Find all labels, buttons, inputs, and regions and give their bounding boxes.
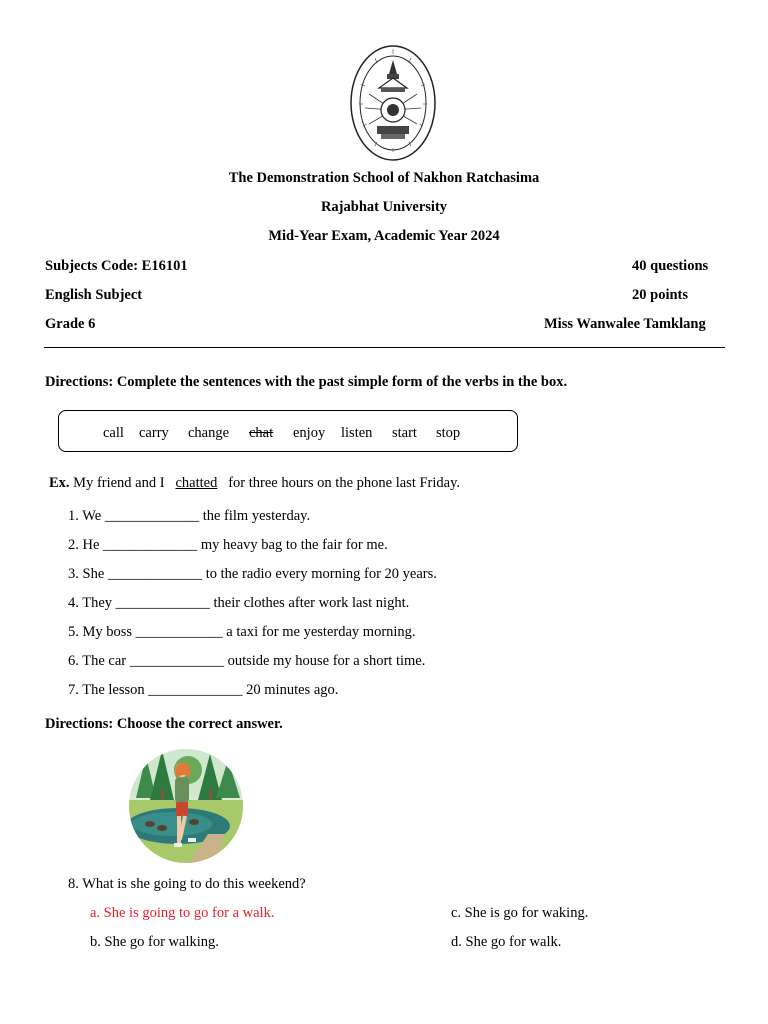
question-7: 7. The lesson _____________ 20 minutes ago.: [68, 682, 339, 698]
school-name: The Demonstration School of Nakhon Ratchasima: [228, 170, 540, 186]
example-label: Ex.: [49, 475, 70, 491]
subject-name: English Subject: [45, 287, 143, 303]
header-divider: [44, 347, 725, 348]
question-1: 1. We _____________ the film yesterday.: [68, 508, 311, 524]
example-text-after: for three hours on the phone last Friday.: [228, 475, 461, 491]
question-4: 4. They _____________ their clothes after work last night.: [68, 595, 410, 611]
option-a[interactable]: a. She is going to go for a walk.: [90, 905, 275, 921]
option-b[interactable]: b. She go for walking.: [90, 934, 219, 950]
word-box-item: call: [103, 425, 124, 441]
word-box-item: enjoy: [293, 425, 326, 441]
word-box-item: listen: [341, 425, 373, 441]
section1-directions: Directions: Complete the sentences with the past simple form of the verbs in the box.: [45, 374, 568, 390]
point-total: 20 points: [632, 287, 689, 303]
word-box-item: carry: [139, 425, 169, 441]
word-box: [58, 410, 518, 452]
word-box-item: start: [392, 425, 417, 441]
word-box-item: change: [188, 425, 230, 441]
grade-label: Grade 6: [45, 316, 96, 332]
example-sentence: [49, 475, 460, 492]
school-seal-logo: [349, 44, 437, 162]
question-2: 2. He _____________ my heavy bag to the fair for me.: [68, 537, 388, 553]
option-c[interactable]: c. She is go for waking.: [451, 905, 589, 921]
word-box-item-crossed: chat: [249, 425, 274, 441]
university-name: Rajabhat University: [320, 199, 448, 215]
section2-directions: Directions: Choose the correct answer.: [45, 716, 283, 732]
question-count: 40 questions: [632, 258, 709, 274]
question-6: 6. The car _____________ outside my house for a short time.: [68, 653, 426, 669]
word-box-item: stop: [436, 425, 461, 441]
teacher-name: Miss Wanwalee Tamklang: [544, 316, 706, 332]
question-3: 3. She _____________ to the radio every morning for 20 years.: [68, 566, 437, 582]
option-d[interactable]: d. She go for walk.: [451, 934, 562, 950]
exam-title: Mid-Year Exam, Academic Year 2024: [268, 228, 500, 244]
walking-girl-illustration: [128, 748, 244, 864]
question-5: 5. My boss ____________ a taxi for me yesterday morning.: [68, 624, 416, 640]
example-answer: chatted: [175, 475, 218, 491]
example-text-before: My friend and I: [73, 475, 165, 491]
subject-code: Subjects Code: E16101: [45, 258, 188, 274]
question-8: 8. What is she going to do this weekend?: [68, 876, 306, 892]
